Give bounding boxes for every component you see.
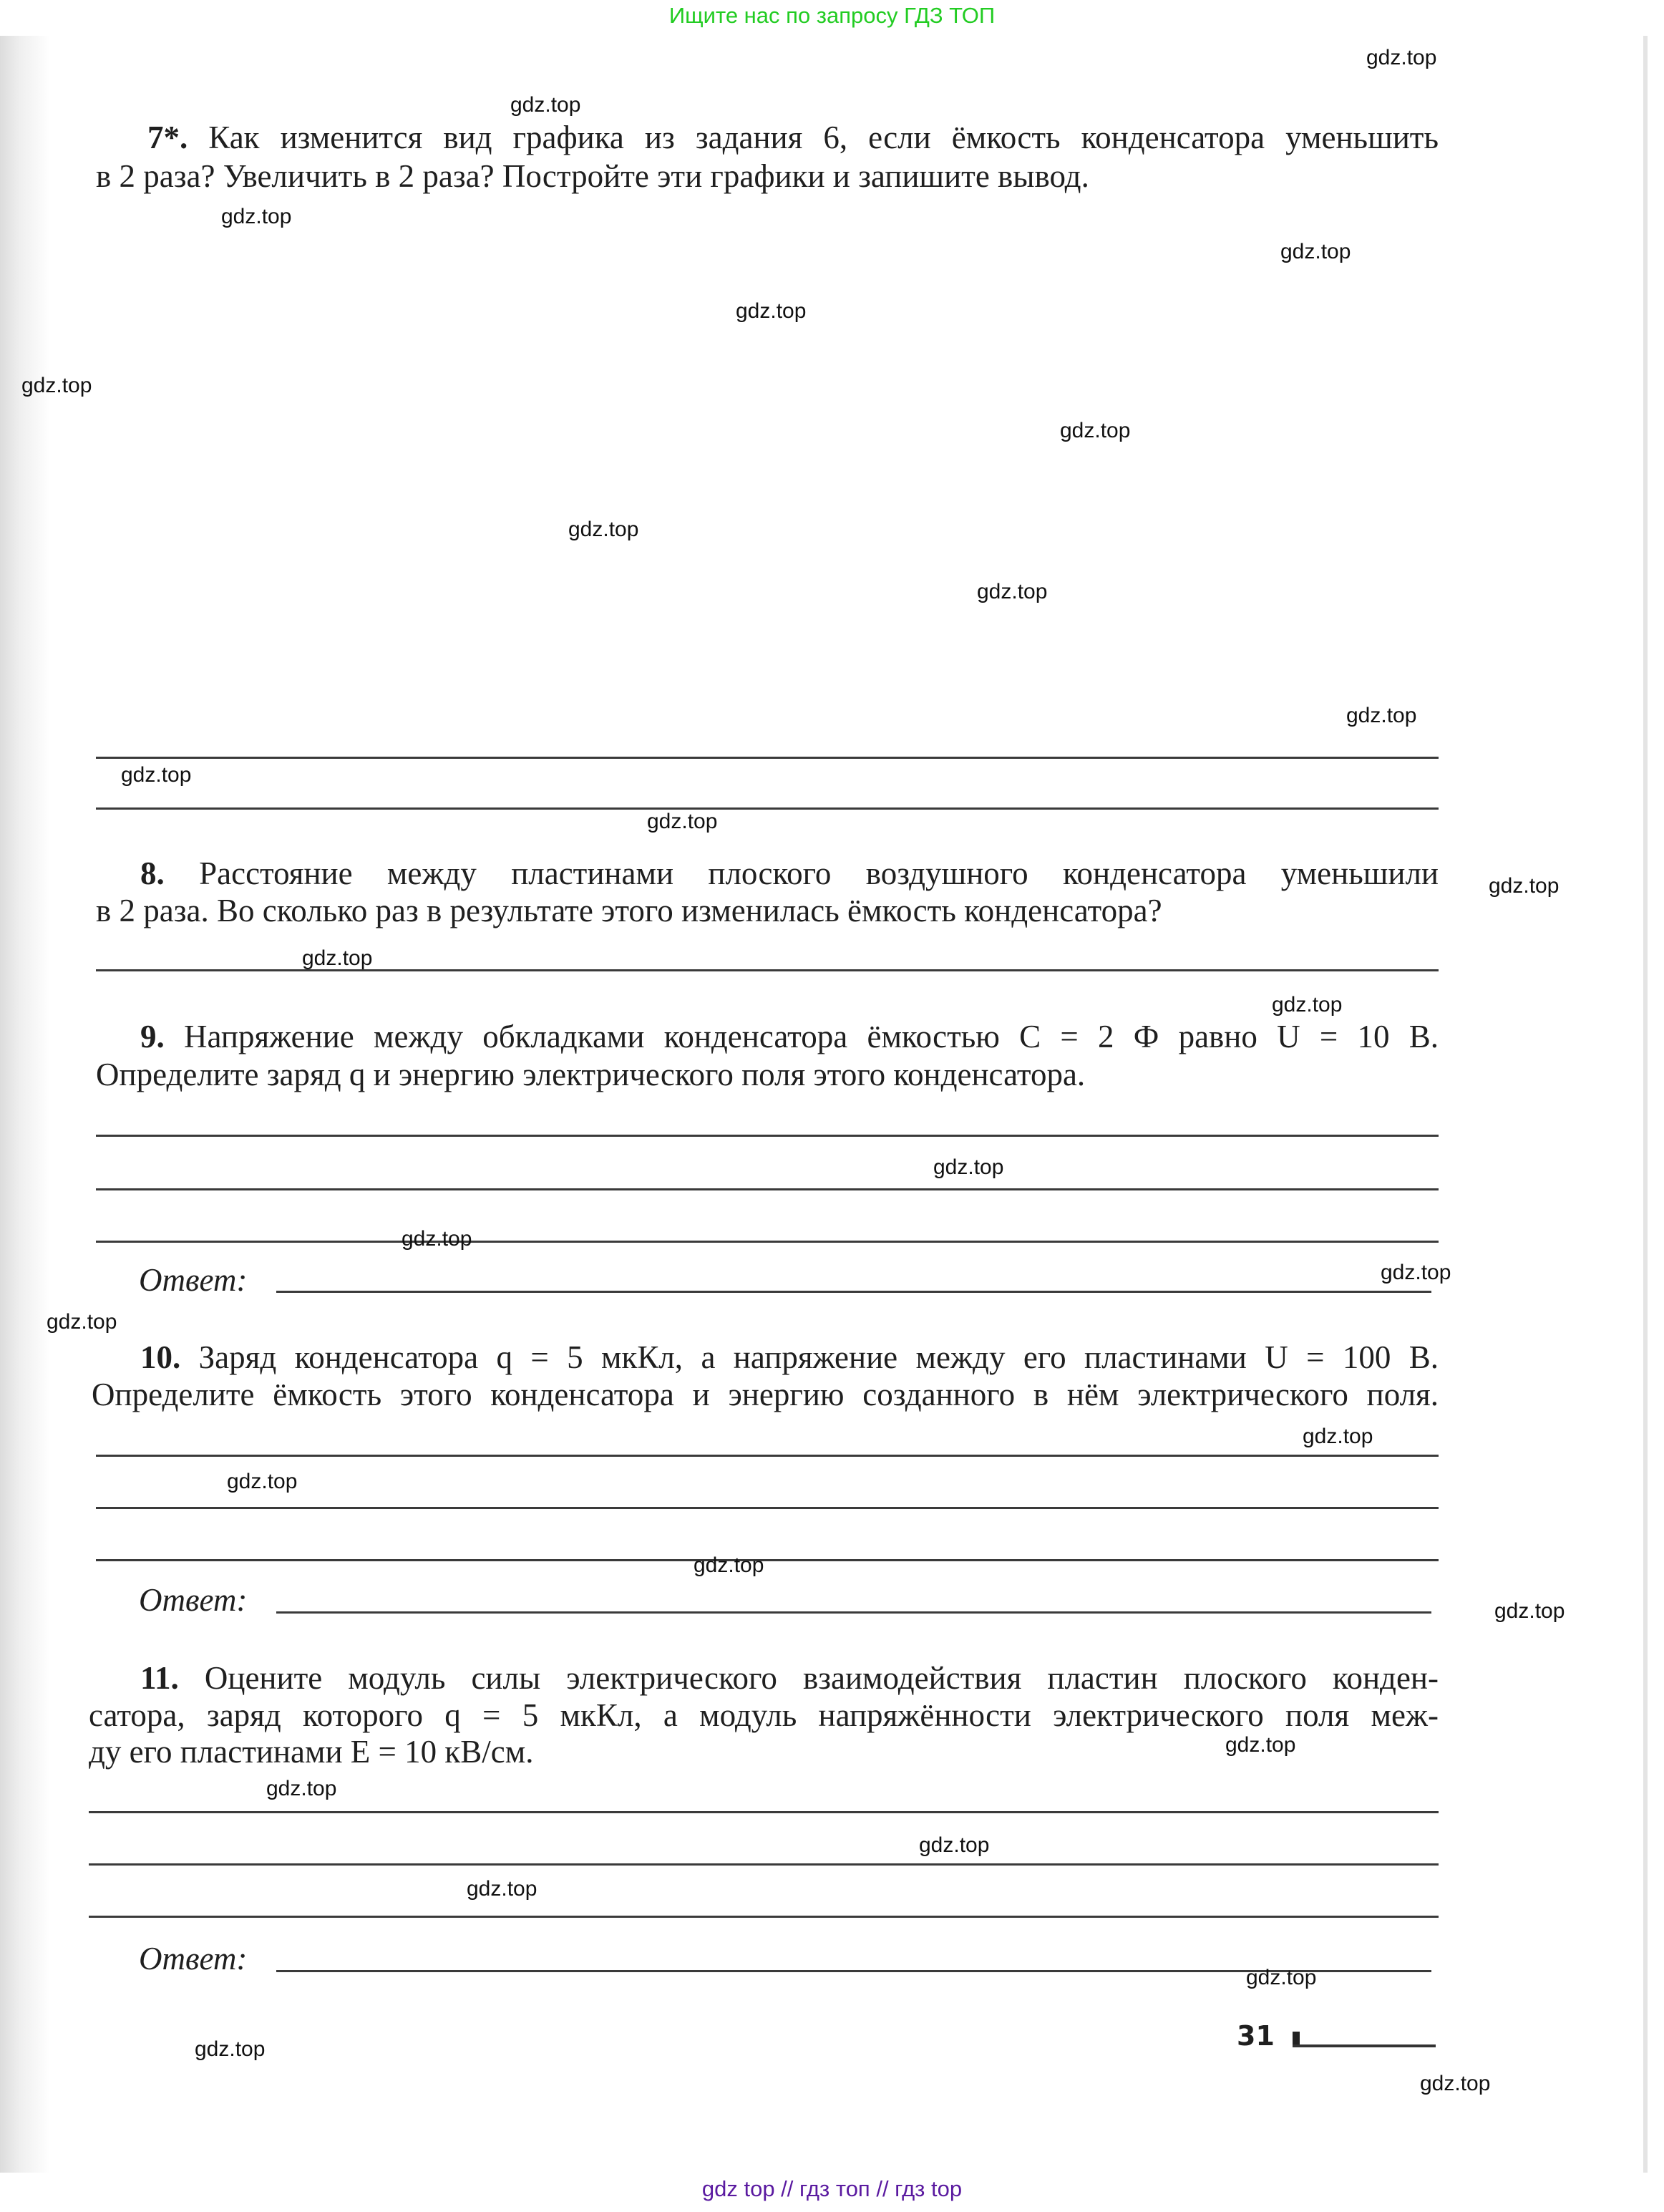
task-11-line-2: сатора, заряд которого q = 5 мкКл, а модуль напряжённости электрического поля меж- [89, 1697, 1439, 1733]
watermark: gdz.top [1366, 46, 1437, 69]
watermark: gdz.top [1272, 993, 1343, 1017]
watermark: gdz.top [510, 93, 581, 117]
task-7-line-1: 7*. Как изменится вид графика из задания 6, если ёмкость конденсатора уменьшить [147, 120, 1439, 155]
task-11-line-1: 11. Оцените модуль силы электрического взаимодействия пластин плоского конден- [140, 1660, 1439, 1696]
watermark: gdz.top [1225, 1733, 1296, 1757]
watermark: gdz.top [47, 1310, 117, 1334]
answer-line[interactable] [96, 1241, 1439, 1243]
watermark: gdz.top [21, 374, 92, 397]
answer-line[interactable] [96, 1188, 1439, 1190]
answer-line[interactable] [89, 1863, 1439, 1866]
watermark: gdz.top [1060, 419, 1131, 442]
workbook-page [0, 36, 1645, 2173]
watermark: gdz.top [694, 1553, 764, 1577]
page-number-mark [1293, 2032, 1300, 2044]
watermark: gdz.top [1346, 704, 1417, 727]
task-10-line-2: Определите ёмкость этого конденсатора и энергию созданного в нём электрического поля. [92, 1377, 1439, 1412]
watermark: gdz.top [302, 946, 373, 970]
page-binding-shadow [0, 36, 50, 2173]
watermark: gdz.top [647, 810, 718, 833]
answer-line[interactable] [96, 1455, 1439, 1457]
answer-line[interactable] [96, 807, 1439, 810]
watermark: gdz.top [919, 1833, 990, 1857]
task-8-line-2: в 2 раза. Во сколько раз в результате этого изменилась ёмкость конденсатора? [96, 893, 1162, 928]
answer-field[interactable] [276, 1291, 1431, 1293]
task-9-line-1: 9. Напряжение между обкладками конденсатора ёмкостью C = 2 Ф равно U = 10 В. [140, 1019, 1439, 1054]
watermark: gdz.top [1246, 1966, 1317, 1989]
watermark: gdz.top [121, 763, 192, 787]
watermark: gdz.top [467, 1877, 537, 1901]
watermark: gdz.top [933, 1155, 1004, 1179]
search-banner[interactable]: Ищите нас по запросу ГДЗ ТОП [668, 3, 996, 28]
page-number: 31 [1237, 2020, 1275, 2052]
watermark: gdz.top [402, 1227, 472, 1251]
watermark: gdz.top [977, 580, 1048, 603]
page-number-rule [1293, 2044, 1436, 2047]
task-8-line-1: 8. Расстояние между пластинами плоского воздушного конденсатора уменьшили [140, 855, 1439, 891]
answer-line[interactable] [96, 1559, 1439, 1561]
task-11-line-3: ду его пластинами E = 10 кВ/см. [89, 1734, 534, 1770]
answer-line[interactable] [96, 969, 1439, 971]
answer-line[interactable] [89, 1916, 1439, 1918]
page-edge [1643, 36, 1648, 2173]
watermark: gdz.top [736, 299, 807, 323]
answer-field[interactable] [276, 1611, 1431, 1614]
watermark: gdz.top [221, 205, 292, 228]
answer-line[interactable] [96, 1507, 1439, 1509]
watermark: gdz.top [1420, 2072, 1491, 2095]
answer-line[interactable] [96, 757, 1439, 759]
task-10-line-1: 10. Заряд конденсатора q = 5 мкКл, а напряжение между его пластинами U = 100 В. [140, 1339, 1439, 1375]
watermark: gdz.top [568, 518, 639, 541]
task-7-line-2: в 2 раза? Увеличить в 2 раза? Постройте эти графики и запишите вывод. [96, 158, 1089, 194]
watermark: gdz.top [1494, 1599, 1565, 1623]
watermark: gdz.top [227, 1470, 298, 1493]
answer-label: Ответ: [139, 1941, 248, 1976]
watermark: gdz.top [195, 2037, 266, 2061]
task-number: 7*. [147, 120, 188, 155]
answer-label: Ответ: [139, 1262, 248, 1298]
watermark: gdz.top [1489, 874, 1560, 898]
footer-links[interactable]: gdz top // гдз топ // гдз top [701, 2176, 963, 2201]
task-9-line-2: Определите заряд q и энергию электрического поля этого конденсатора. [96, 1057, 1086, 1092]
answer-label: Ответ: [139, 1582, 248, 1618]
answer-line[interactable] [89, 1811, 1439, 1813]
watermark: gdz.top [266, 1777, 337, 1800]
watermark: gdz.top [1280, 240, 1351, 263]
watermark: gdz.top [1381, 1261, 1451, 1284]
answer-line[interactable] [96, 1135, 1439, 1137]
watermark: gdz.top [1303, 1425, 1373, 1448]
